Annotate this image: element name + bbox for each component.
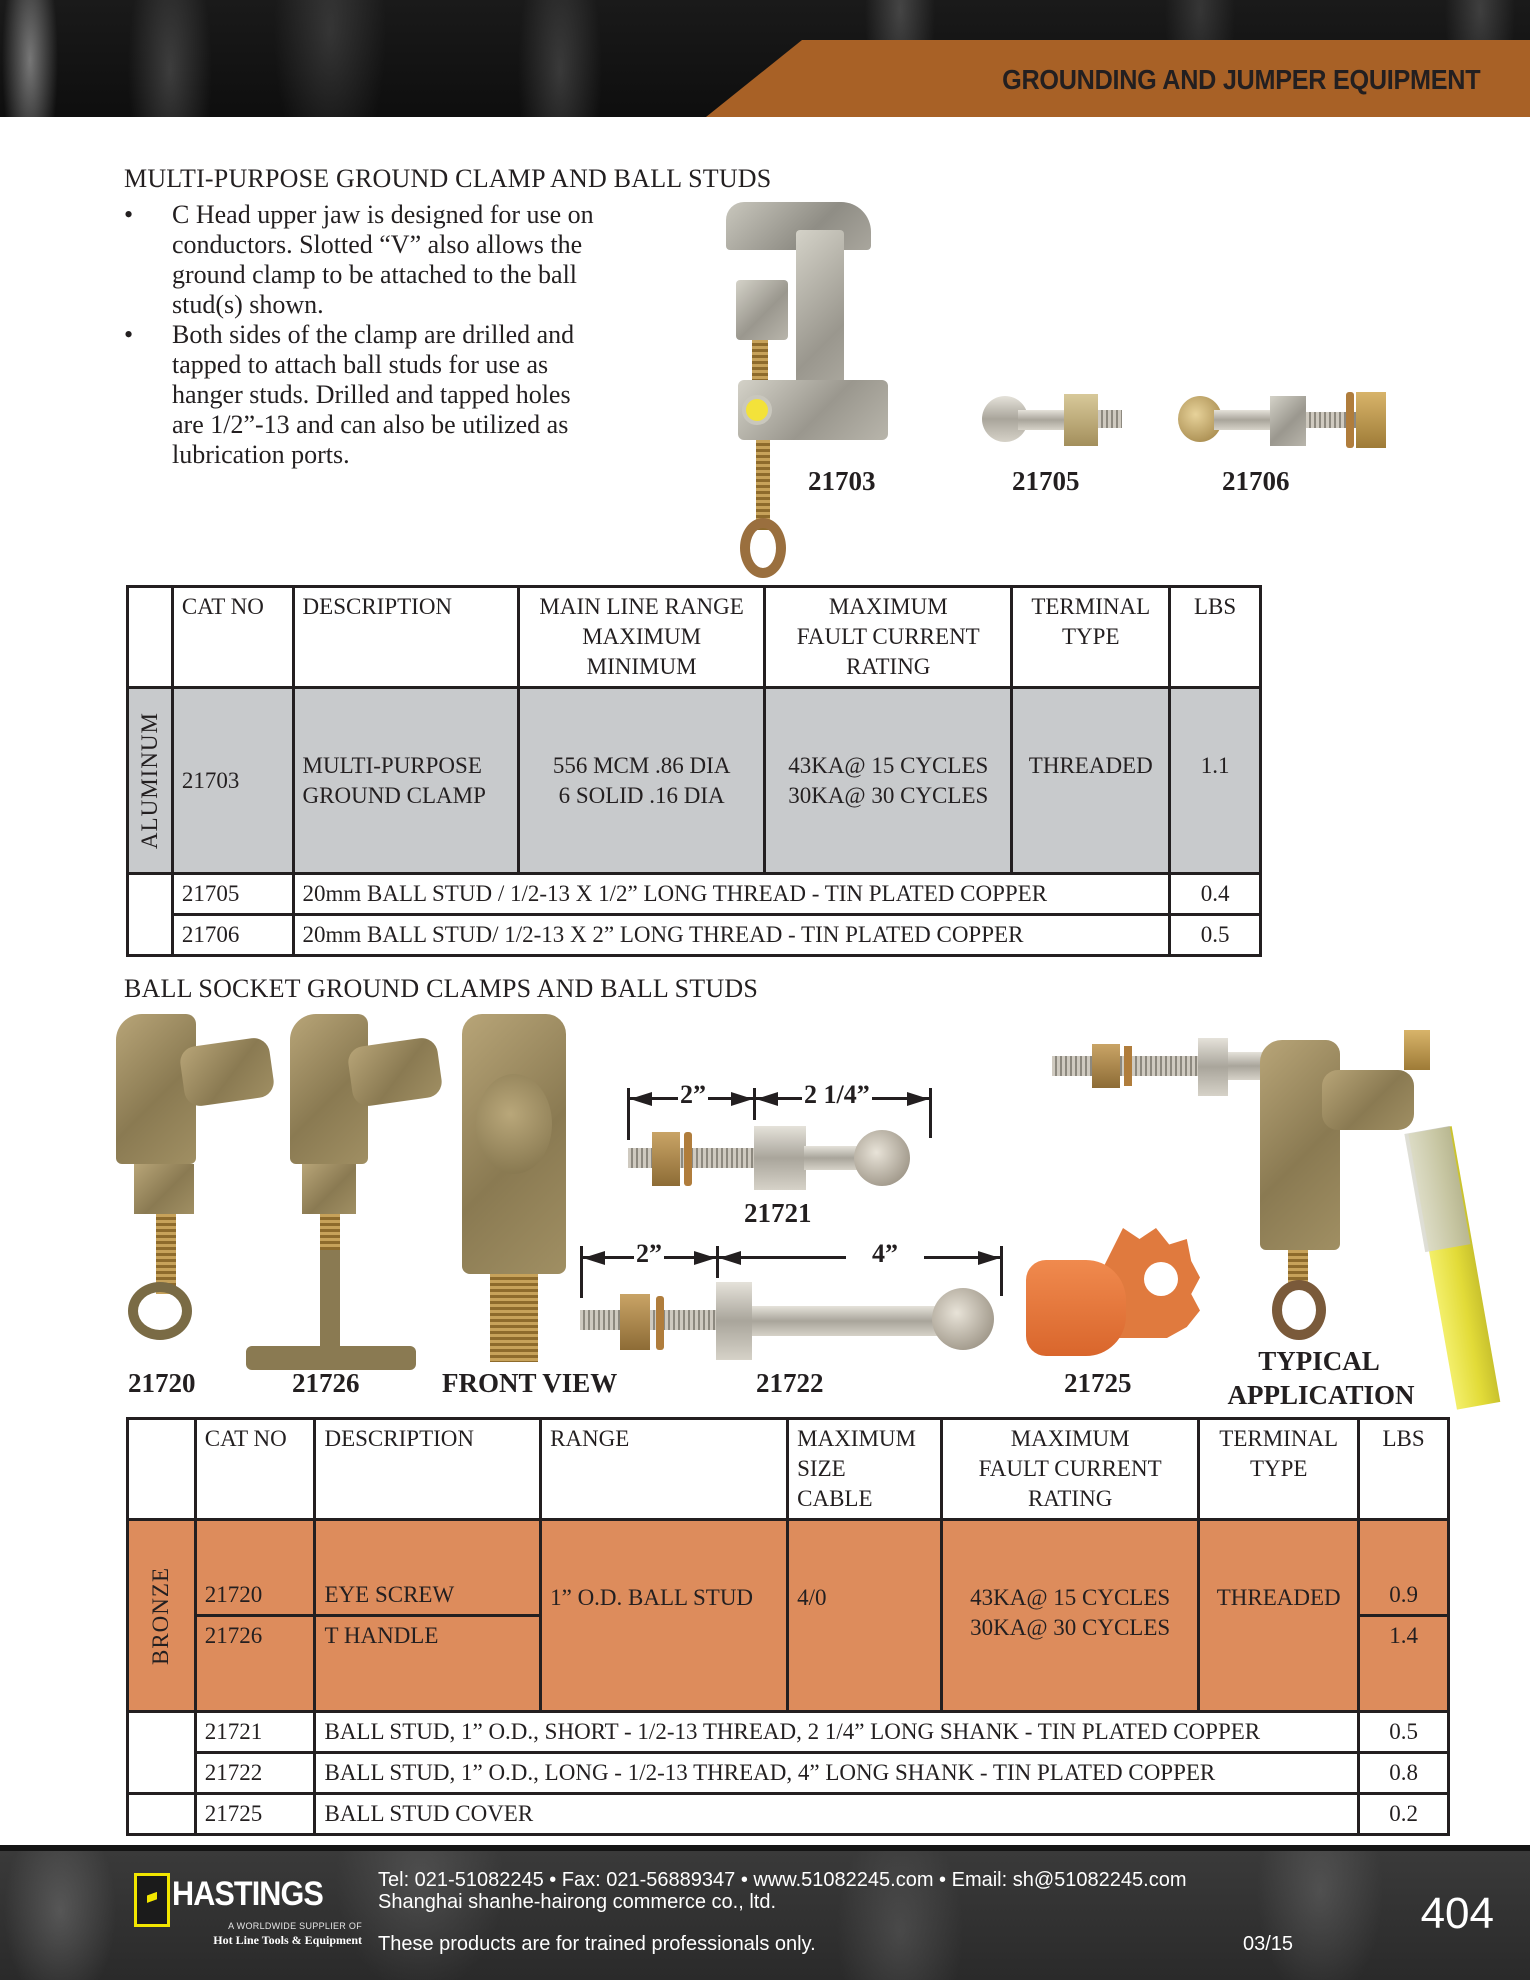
header-fault-current: MAXIMUM FAULT CURRENT RATING — [765, 587, 1012, 688]
table-header-row — [128, 1419, 1449, 1520]
cell-max-size-cable: 4/0 — [788, 1520, 942, 1712]
cell-cat-no: 21705 — [172, 874, 293, 915]
aluminum-spec-table — [126, 585, 1262, 957]
front-view-clamp-image — [460, 1014, 570, 1364]
brand-subtitle: Hot Line Tools & Equipment — [213, 1933, 362, 1947]
cell-description: 20mm BALL STUD / 1/2-13 X 1/2” LONG THREAD - TIN PLATED COPPER — [293, 874, 1170, 915]
ball-stud-21721-image — [628, 1124, 938, 1194]
product-label-21726: 21726 — [292, 1368, 360, 1398]
cell-lbs: 0.5 — [1359, 1712, 1449, 1753]
revision-date: 03/15 — [1243, 1933, 1294, 1955]
cell-range: 556 MCM .86 DIA 6 SOLID .16 DIA — [519, 688, 765, 874]
dim-label-thread: 2” — [680, 1080, 706, 1109]
product-label-front-view: FRONT VIEW — [442, 1368, 618, 1398]
header-description: DESCRIPTION — [315, 1419, 541, 1520]
cell-terminal-type: THREADED — [1012, 688, 1170, 874]
table-row — [128, 688, 1261, 874]
table-row — [128, 1712, 1449, 1753]
cell-description: T HANDLE — [315, 1616, 541, 1712]
cell-cat-no: 21703 — [172, 688, 293, 874]
table-row — [128, 1753, 1449, 1794]
company-name: Shanghai shanhe-hairong commerce co., ltd. — [378, 1891, 777, 1913]
bullet-item: • C Head upper jaw is designed for use on conductors. Slotted “V” also allows the ground clamp to be attached to the ball stud(s) shown. — [124, 200, 594, 319]
table-row — [128, 915, 1261, 956]
cell-blank — [128, 1712, 196, 1794]
cell-range: 1” O.D. BALL STUD — [541, 1520, 788, 1712]
section-title-ball-socket: BALL SOCKET GROUND CLAMPS AND BALL STUDS — [124, 974, 758, 1003]
header-terminal-type: TERMINAL TYPE — [1012, 587, 1170, 688]
table-header-row — [128, 587, 1261, 688]
cell-blank — [128, 1794, 196, 1835]
dim-label-shank: 2 1/4” — [804, 1080, 870, 1109]
material-group-label: BRONZE — [128, 1520, 196, 1712]
cell-blank — [128, 874, 173, 956]
cell-description: MULTI-PURPOSE GROUND CLAMP — [293, 688, 519, 874]
product-label-21721: 21721 — [744, 1198, 812, 1228]
cell-lbs: 1.4 — [1359, 1616, 1449, 1712]
cell-lbs: 0.9 — [1359, 1520, 1449, 1616]
cell-description: 20mm BALL STUD/ 1/2-13 X 2” LONG THREAD - TIN PLATED COPPER — [293, 915, 1170, 956]
typical-application-image — [1052, 1010, 1462, 1400]
product-label-21706: 21706 — [1222, 466, 1290, 496]
cell-fault-current: 43KA@ 15 CYCLES 30KA@ 30 CYCLES — [942, 1520, 1199, 1712]
cell-lbs: 0.2 — [1359, 1794, 1449, 1835]
cell-cat-no: 21722 — [195, 1753, 315, 1794]
cell-lbs: 1.1 — [1170, 688, 1261, 874]
cell-description: BALL STUD COVER — [315, 1794, 1359, 1835]
header-lbs: LBS — [1359, 1419, 1449, 1520]
dim-label-thread: 2” — [636, 1239, 662, 1268]
disclaimer: These products are for trained professionals only. — [378, 1933, 816, 1955]
cell-cat-no: 21720 — [195, 1520, 315, 1616]
bullet-icon: • — [124, 200, 134, 229]
cell-cat-no: 21706 — [172, 915, 293, 956]
clamp-21703-image — [718, 200, 918, 585]
typical-application-label: TYPICAL APPLICATION — [1227, 1346, 1415, 1410]
table-row — [128, 1794, 1449, 1835]
header-lbs: LBS — [1170, 587, 1261, 688]
product-label-21722: 21722 — [756, 1368, 824, 1398]
material-group-label: ALUMINUM — [128, 688, 173, 874]
cell-lbs: 0.5 — [1170, 915, 1261, 956]
cell-description: BALL STUD, 1” O.D., SHORT - 1/2-13 THREAD, 2 1/4” LONG SHANK - TIN PLATED COPPER — [315, 1712, 1359, 1753]
header-range: RANGE — [541, 1419, 788, 1520]
contact-info: Tel: 021-51082245 • Fax: 021-56889347 • www.51082245.com • Email: sh@51082245.com — [378, 1869, 1187, 1891]
cell-lbs: 0.8 — [1359, 1753, 1449, 1794]
cell-description: BALL STUD, 1” O.D., LONG - 1/2-13 THREAD, 4” LONG SHANK - TIN PLATED COPPER — [315, 1753, 1359, 1794]
header-fault-current: MAXIMUM FAULT CURRENT RATING — [942, 1419, 1199, 1520]
cell-cat-no: 21721 — [195, 1712, 315, 1753]
header-max-size-cable: MAXIMUM SIZE CABLE — [788, 1419, 942, 1520]
cell-cat-no: 21725 — [195, 1794, 315, 1835]
ball-stud-21722-image — [580, 1282, 1010, 1362]
bullet-icon: • — [124, 320, 134, 349]
ball-stud-21705-image — [982, 390, 1142, 450]
product-label-21720: 21720 — [128, 1368, 196, 1398]
brand-tagline: A WORLDWIDE SUPPLIER OF — [228, 1921, 362, 1931]
product-label-21703: 21703 — [808, 466, 876, 496]
product-label-21725: 21725 — [1064, 1368, 1132, 1398]
header-cat-no: CAT NO — [172, 587, 293, 688]
header-blank — [128, 587, 173, 688]
page-header — [0, 0, 1530, 117]
section-title-multipurpose: MULTI-PURPOSE GROUND CLAMP AND BALL STUDS — [124, 164, 772, 193]
lightning-h-logo-icon — [134, 1873, 170, 1927]
cell-cat-no: 21726 — [195, 1616, 315, 1712]
bullet-item: • Both sides of the clamp are drilled and tapped to attach ball studs for use as hanger studs. Drilled and tapped holes are 1/2”-13 and can also be utilized as lubrication ports. — [124, 320, 575, 469]
table-row — [128, 874, 1261, 915]
feature-bullets — [124, 200, 684, 470]
product-label-21705: 21705 — [1012, 466, 1080, 496]
t-handle-clamp-21726-image — [240, 1014, 440, 1384]
header-title: GROUNDING AND JUMPER EQUIPMENT — [1001, 64, 1480, 95]
header-range: MAIN LINE RANGE MAXIMUM MINIMUM — [519, 587, 765, 688]
page-footer — [0, 1845, 1530, 1980]
ball-stud-21706-image — [1178, 390, 1398, 452]
table-row — [128, 1520, 1449, 1616]
dim-label-shank: 4” — [846, 1239, 924, 1269]
cell-description: EYE SCREW — [315, 1520, 541, 1616]
cell-terminal-type: THREADED — [1199, 1520, 1359, 1712]
header-description: DESCRIPTION — [293, 587, 519, 688]
page-number: 404 — [1420, 1889, 1494, 1938]
header-terminal-type: TERMINAL TYPE — [1199, 1419, 1359, 1520]
cell-fault-current: 43KA@ 15 CYCLES 30KA@ 30 CYCLES — [765, 688, 1012, 874]
brand-name: HASTINGS — [172, 1875, 323, 1913]
cell-lbs: 0.4 — [1170, 874, 1261, 915]
bronze-spec-table — [126, 1417, 1450, 1836]
header-blank — [128, 1419, 196, 1520]
header-cat-no: CAT NO — [195, 1419, 315, 1520]
yellow-port-cap — [742, 395, 772, 425]
